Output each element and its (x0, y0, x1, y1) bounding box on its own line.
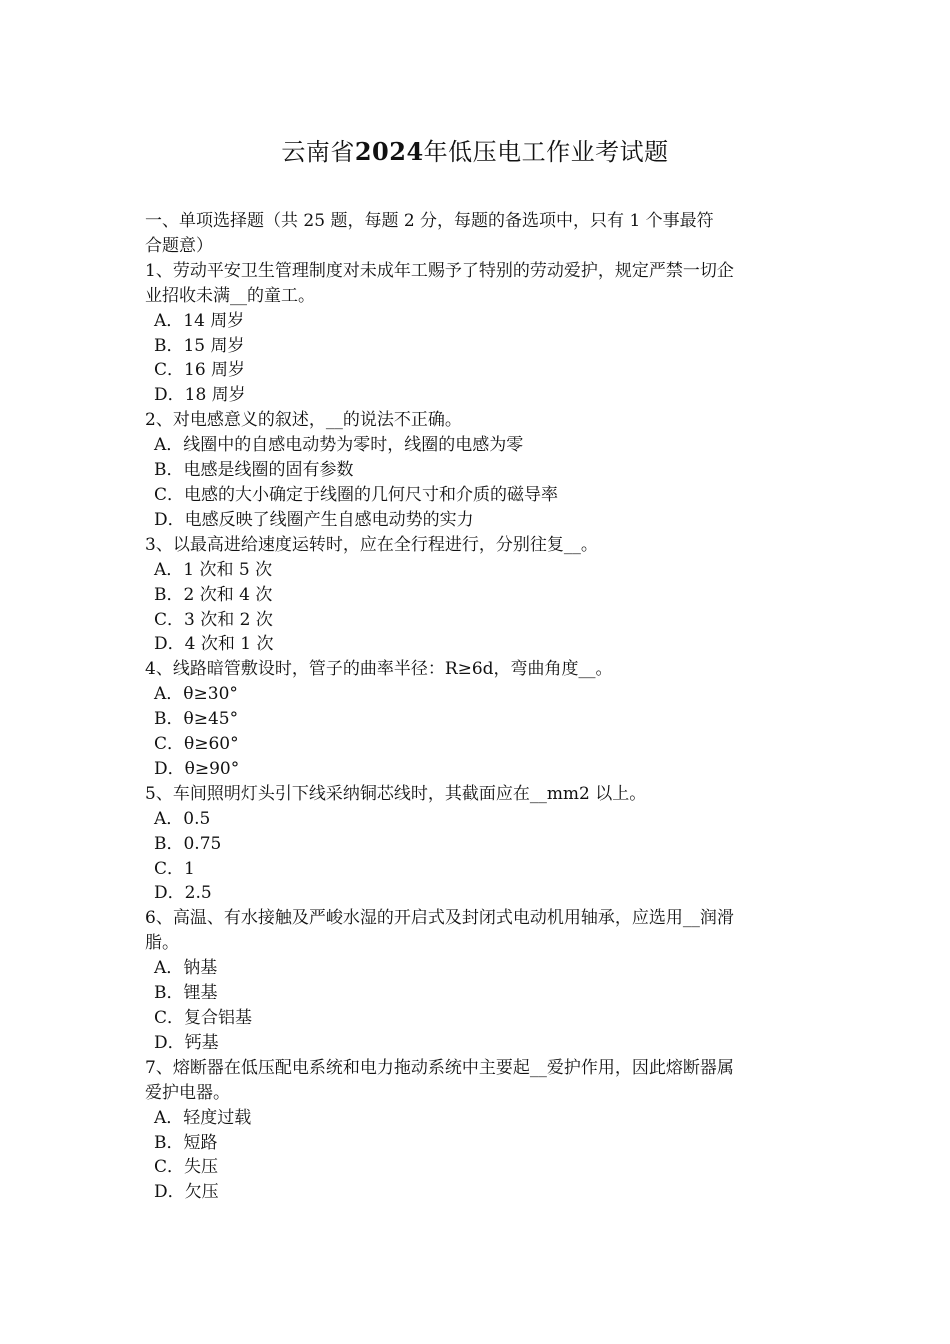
option-a: A．1 次和 5 次 (154, 559, 273, 580)
option-b: B．电感是线圈的固有参数 (154, 460, 354, 481)
section-heading-line: 一、单项选择题（共 25 题，每题 2 分，每题的备选项中，只有 1 个事最符 (145, 211, 714, 231)
option-d: D．欠压 (154, 1182, 219, 1203)
option-c: C．3 次和 2 次 (154, 609, 273, 630)
question-6 (145, 906, 807, 1055)
option-b: B．θ≥45° (154, 709, 239, 730)
option-b: B．0.75 (154, 833, 222, 854)
title-prefix: 云南省 (281, 138, 355, 166)
question-3 (145, 533, 807, 658)
option-c: C．θ≥60° (154, 734, 239, 755)
option-d: D．2.5 (154, 883, 212, 904)
option-c: C．电感的大小确定于线圈的几何尺寸和介质的磁导率 (154, 484, 559, 505)
section-heading-line: 合题意） (145, 235, 213, 256)
option-a: A．0.5 (154, 808, 211, 829)
option-a: A．θ≥30° (154, 684, 238, 705)
question-7 (145, 1056, 807, 1205)
option-a: A．线圈中的自感电动势为零时，线圈的电感为零 (154, 435, 524, 456)
question-text: 脂。 (145, 933, 179, 954)
question-text: 4、线路暗管敷设时，管子的曲率半径：R≥6d，弯曲角度__。 (145, 659, 613, 680)
question-text: 业招收未满__的童工。 (145, 285, 315, 306)
title-year: 2024 (354, 137, 424, 166)
question-2 (145, 408, 807, 533)
option-c: C．16 周岁 (154, 360, 246, 381)
option-d: D．4 次和 1 次 (154, 634, 274, 655)
question-text: 1、劳动平安卫生管理制度对未成年工赐予了特别的劳动爱护，规定严禁一切企 (145, 260, 734, 281)
option-d: D．θ≥90° (154, 758, 240, 779)
question-5 (145, 782, 807, 907)
option-a: A．14 周岁 (154, 310, 245, 331)
question-text: 2、对电感意义的叙述，__的说法不正确。 (145, 410, 462, 431)
question-text: 3、以最高进给速度运转时，应在全行程进行，分别往复__。 (145, 534, 598, 555)
section-heading (145, 209, 807, 259)
question-4 (145, 657, 807, 782)
option-a: A．轻度过载 (154, 1107, 252, 1128)
option-a: A．钠基 (154, 958, 218, 979)
option-d: D．钙基 (154, 1032, 219, 1053)
question-1 (145, 259, 807, 408)
page-title (0, 134, 950, 170)
option-b: B．短路 (154, 1132, 218, 1153)
option-c: C．复合铝基 (154, 1008, 253, 1028)
option-c: C．1 (154, 858, 195, 879)
document-body (145, 209, 807, 1205)
question-text: 5、车间照明灯头引下线采纳铜芯线时，其截面应在__mm2 以上。 (145, 783, 647, 804)
option-c: C．失压 (154, 1157, 219, 1178)
title-suffix: 年低压电工作业考试题 (423, 138, 669, 166)
option-d: D．18 周岁 (154, 385, 246, 406)
option-b: B．2 次和 4 次 (154, 584, 273, 605)
option-d: D．电感反映了线圈产生自感电动势的实力 (154, 509, 474, 530)
option-b: B．15 周岁 (154, 335, 245, 356)
question-text: 6、高温、有水接触及严峻水湿的开启式及封闭式电动机用轴承，应选用__润滑 (145, 908, 734, 929)
question-text: 7、熔断器在低压配电系统和电力拖动系统中主要起__爱护作用，因此熔断器属 (145, 1057, 734, 1078)
option-b: B．锂基 (154, 983, 218, 1004)
question-text: 爱护电器。 (145, 1082, 230, 1103)
